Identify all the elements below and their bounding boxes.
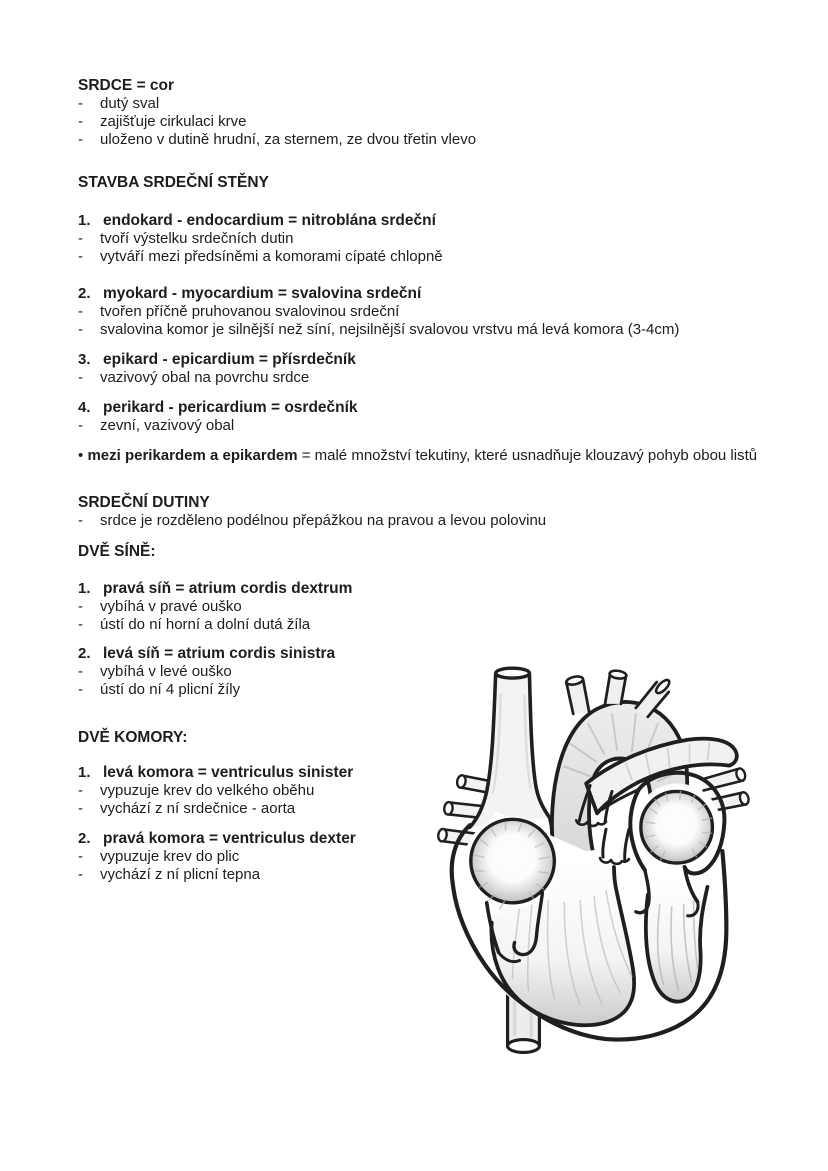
section-heading-sine: DVĚ SÍNĚ: (78, 543, 156, 560)
note-lead: mezi perikardem a epikardem (87, 447, 298, 464)
bullet-text: vytváří mezi předsíněmi a komorami cípaté chlopně (100, 248, 443, 265)
bullet-text: vypuzuje krev do plic (100, 848, 240, 865)
dash-marker: - (78, 866, 83, 883)
bullet-text: vybíhá v levé ouško (100, 663, 232, 680)
bullet-row (78, 95, 790, 113)
dash-marker: - (78, 782, 83, 799)
bullet-text: vychází z ní plicní tepna (100, 866, 261, 883)
dash-marker: - (78, 848, 83, 865)
bullet-text: uloženo v dutině hrudní, za sternem, ze dvou třetin vlevo (100, 131, 477, 148)
item-number: 3. (78, 351, 91, 368)
item-title: levá komora = ventriculus sinister (103, 764, 354, 781)
heart-cross-section-illustration (437, 662, 790, 1075)
dash-marker: - (78, 512, 83, 529)
item-number: 1. (78, 212, 91, 229)
dash-marker: - (78, 303, 83, 320)
bullet-text: ústí do ní 4 plicní žíly (100, 681, 241, 698)
numbered-item (78, 399, 790, 435)
section-heading-komory: DVĚ KOMORY: (78, 729, 188, 746)
item-title: endokard - endocardium = nitroblána srdeční (103, 212, 436, 229)
item-title: epikard - epicardium = přísrdečník (103, 351, 356, 368)
section-heading-dutiny: SRDEČNÍ DUTINY (78, 494, 210, 511)
dot-marker: • (78, 447, 84, 464)
bullet-text: ústí do ní horní a dolní dutá žíla (100, 616, 311, 633)
item-number: 1. (78, 580, 91, 597)
note-rest: = malé množství tekutiny, které usnadňuje klouzavý pohyb obou listů (297, 447, 758, 464)
item-number: 2. (78, 830, 91, 847)
numbered-item (78, 285, 790, 339)
dash-marker: - (78, 113, 83, 130)
bullet-text: tvoří výstelku srdečních dutin (100, 230, 294, 247)
bullet-text: srdce je rozděleno podélnou přepážkou na pravou a levou polovinu (100, 512, 547, 529)
dash-marker: - (78, 131, 83, 148)
bullet-text: tvořen příčně pruhovanou svalovinou srdeční (100, 303, 400, 320)
dash-marker: - (78, 95, 83, 112)
bullet-text: svalovina komor je silnější než síní, nejsilnější svalovou vrstvu má levá komora (3-4cm) (100, 321, 680, 338)
dash-marker: - (78, 248, 83, 265)
dash-marker: - (78, 681, 83, 698)
item-title: myokard - myocardium = svalovina srdeční (103, 285, 422, 302)
item-number: 2. (78, 285, 91, 302)
section-heading-stavba: STAVBA SRDEČNÍ STĚNY (78, 174, 269, 191)
item-title: pravá síň = atrium cordis dextrum (103, 580, 353, 597)
item-title: perikard - pericardium = osrdečník (103, 399, 358, 416)
dash-marker: - (78, 800, 83, 817)
bullet-text: vazivový obal na povrchu srdce (100, 369, 310, 386)
bullet-text: vybíhá v pravé ouško (100, 598, 242, 615)
numbered-item (78, 351, 790, 387)
bullet-text: zajišťuje cirkulaci krve (100, 113, 247, 130)
item-number: 4. (78, 399, 91, 416)
dash-marker: - (78, 369, 83, 386)
bullet-row (78, 512, 790, 530)
bullet-text: dutý sval (100, 95, 160, 112)
bullet-row (78, 131, 790, 149)
dash-marker: - (78, 616, 83, 633)
dash-marker: - (78, 417, 83, 434)
numbered-item (78, 580, 790, 634)
dash-marker: - (78, 321, 83, 338)
numbered-item (78, 212, 790, 266)
dash-marker: - (78, 230, 83, 247)
bullet-text: zevní, vazivový obal (100, 417, 235, 434)
item-number: 2. (78, 645, 91, 662)
doc-title: SRDCE = cor (78, 77, 175, 94)
item-title: levá síň = atrium cordis sinistra (103, 645, 336, 662)
bullet-text: vypuzuje krev do velkého oběhu (100, 782, 315, 799)
dash-marker: - (78, 598, 83, 615)
bullet-text: vychází z ní srdečnice - aorta (100, 800, 296, 817)
pericardium-note (78, 447, 784, 465)
dash-marker: - (78, 663, 83, 680)
item-number: 1. (78, 764, 91, 781)
item-title: pravá komora = ventriculus dexter (103, 830, 356, 847)
bullet-row (78, 113, 790, 131)
